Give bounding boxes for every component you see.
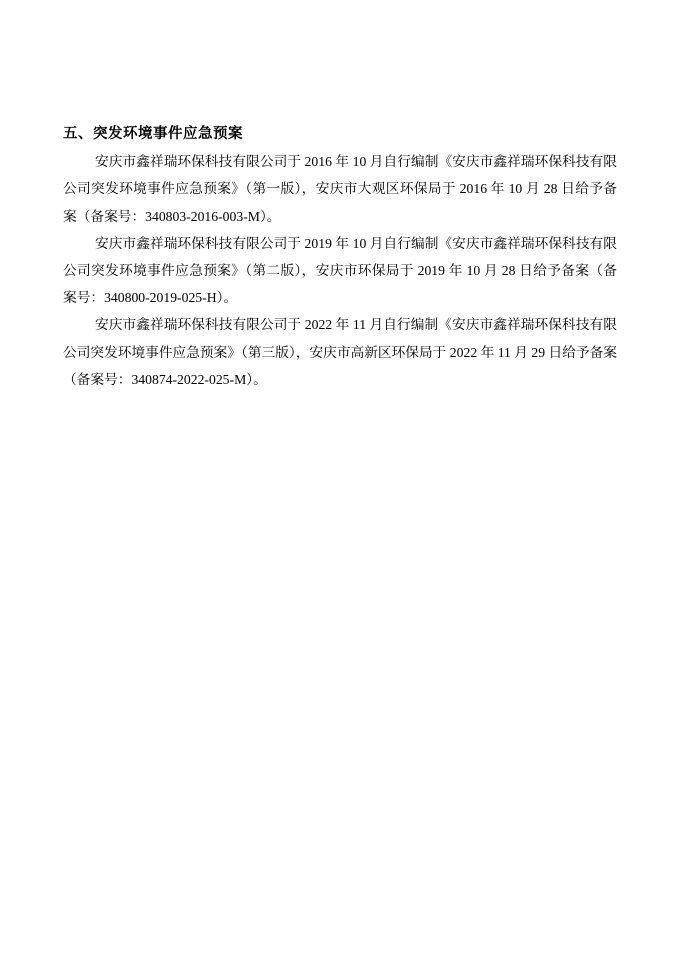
paragraph-plan-2019: 安庆市鑫祥瑞环保科技有限公司于 2019 年 10 月自行编制《安庆市鑫祥瑞环保科技有限公司突发环境事件应急预案》（第二版），安庆市环保局于 2019 年 10 月 28 日给予备案（备案号：340800-2019-025-H）。 bbox=[63, 235, 617, 306]
paragraph-plan-2022: 安庆市鑫祥瑞环保科技有限公司于 2022 年 11 月自行编制《安庆市鑫祥瑞环保科技有限公司突发环境事件应急预案》（第三版），安庆市高新区环保局于 2022 年 11 月 29 日给予备案（备案号：340874-2022-025-M）。 bbox=[63, 317, 617, 387]
section-heading: 五、突发环境事件应急预案 bbox=[63, 126, 243, 142]
paragraph-plan-2016: 安庆市鑫祥瑞环保科技有限公司于 2016 年 10 月自行编制《安庆市鑫祥瑞环保科技有限公司突发环境事件应急预案》（第一版），安庆市大观区环保局于 2016 年 10 月 28 日给予备案（备案号：340803-2016-003-M）。 bbox=[63, 154, 617, 224]
document-body bbox=[63, 121, 617, 393]
